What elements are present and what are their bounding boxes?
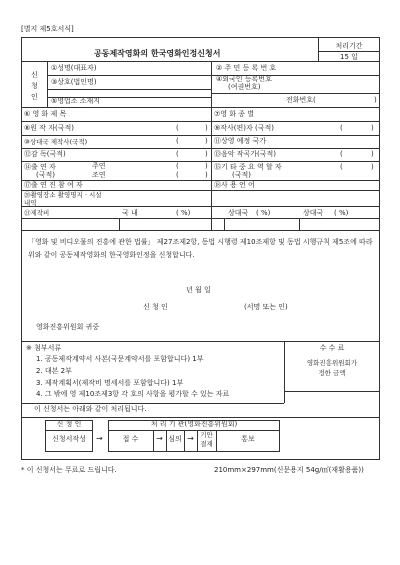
staff-paren-close: ) (371, 163, 374, 171)
genre-label: ⑦영 화 종 별 (214, 110, 254, 118)
process-arrow-1: → (96, 434, 103, 443)
music-label: ⑬음악 작곡가(국적) (214, 150, 277, 158)
lyricist-paren: ( (340, 124, 343, 132)
declaration-addressee: 영화진흥위원회 귀중 (36, 323, 100, 331)
process-arrow-3: → (187, 434, 194, 443)
company-label: ③상호(법인명) (51, 78, 97, 86)
applicant-side-2: 청 (31, 82, 38, 90)
crew-label: ⑰출 연 진 참 여 자 (24, 181, 83, 189)
process-step4-1: 기안 (200, 431, 213, 439)
language-label: ⑱사 용 언 어 (214, 181, 255, 189)
attachments-heading: ※ 첨부서류 (26, 344, 62, 352)
lead-paren-close: ) (205, 162, 208, 170)
author-label: ⑧원 작 자(국적) (24, 124, 74, 132)
process-step2: 접 수 (122, 435, 139, 443)
process-step5: 통보 (241, 435, 255, 443)
author-paren: ( (176, 124, 179, 132)
process-dept: 처 리 기 관(영화진흥위원회) (150, 420, 238, 428)
fee-value-2: 정한 금액 (318, 369, 346, 377)
support-label: 조연 (92, 171, 106, 179)
staff-paren: ( (340, 163, 343, 171)
cost-label: ㉑제작비 (24, 209, 50, 217)
rrn-label: ② 주 민 등 록 번 호 (216, 64, 277, 72)
name-label: ①성명(대표자) (51, 64, 97, 72)
cost-partner1-pct: ( %) (256, 209, 271, 217)
lead-label: 주연 (92, 162, 106, 170)
lyricist-paren-close: ) (371, 124, 374, 132)
attachment-item-2: 2. 대본 2부 (36, 367, 72, 375)
attachment-item-1: 1. 공동제작계약서 사본(국문계약서를 포함합니다) 1부 (36, 355, 204, 363)
declaration-applicant: 신 청 인 (143, 303, 168, 311)
director-paren: ( (176, 150, 179, 158)
runtime-label: ⑪상영 예정 국가 (214, 137, 267, 145)
process-arrow-2: → (156, 434, 163, 443)
footer-left: * 이 신청서는 무료로 드립니다. (21, 466, 117, 474)
author-paren-close: ) (205, 124, 208, 132)
cost-partner1: 상대국 (228, 209, 249, 217)
phone-close: ) (374, 96, 377, 104)
process-step3: 심의 (168, 435, 182, 443)
foreign-reg-label: ④외국인 등록번호 (216, 75, 272, 83)
cost-partner2: 상대국 (303, 209, 324, 217)
cost-partner2-pct: ( %) (334, 209, 349, 217)
declaration-date: 년 월 일 (186, 286, 211, 294)
cost-domestic: 국 내 (122, 209, 138, 217)
producer-paren: ( (176, 137, 179, 145)
applicant-side-3: 인 (31, 93, 38, 101)
footer-right: 210mm×297mm(신문용지 54g/㎡(재활용품)) (214, 466, 364, 474)
location-label-2: 내역 (24, 199, 37, 207)
support-paren-close: ) (205, 171, 208, 179)
lead-paren: ( (176, 162, 179, 170)
support-paren: ( (176, 171, 179, 179)
cast-label: ⑭출 연 자 (24, 163, 56, 171)
music-paren: ( (340, 150, 343, 158)
music-paren-close: ) (371, 150, 374, 158)
passport-label: (여권번호) (228, 83, 261, 91)
declaration-sign: (서명 또는 인) (244, 303, 288, 311)
form-number: [별지 제5호서식] (21, 25, 74, 33)
cast-sub: (국적) (36, 171, 55, 179)
fee-value-1: 영화진흥위원회가 (306, 359, 358, 367)
process-step4-2: 결재 (200, 440, 213, 448)
director-paren-close: ) (205, 150, 208, 158)
phone-label: 전화번호( (286, 96, 316, 104)
staff-sub: (국적) (232, 171, 251, 179)
office-label: ⑤영업소 소재지 (51, 97, 101, 105)
declaration-body: 「영화 및 비디오물의 진흥에 관한 법률」 제27조제2항, 동법 시행령 제10조제항 및 동법 시행규칙 제5조에 따라 위와 같이 공동제작영화의 한국영화인정을 신청합니다. (28, 238, 373, 259)
process-step1: 신청서작성 (52, 435, 86, 443)
processing-label: 처리기간 (335, 42, 363, 50)
staff-label: ⑮기 타 중 요 역 할 자 (214, 163, 282, 171)
location-label-1: ⑳촬영장소 촬영명지 · 시설 (24, 191, 102, 199)
producer-paren-close: ) (205, 137, 208, 145)
process-caption: 이 신청서는 아래와 같이 처리됩니다. (34, 405, 147, 413)
form-title: 공동제작영화의 한국영화인정신청서 (94, 49, 221, 58)
attachment-item-3: 3. 제작계획서(제작비 명세서를 포함합니다) 1부 (36, 379, 184, 387)
director-label: ⑫감 독(국적) (24, 150, 66, 158)
applicant-side-1: 신 (31, 71, 38, 79)
processing-value: 15 일 (340, 53, 358, 61)
fee-label: 수 수 료 (319, 344, 345, 352)
process-applicant: 신 청 인 (56, 420, 82, 428)
attachment-item-4: 4. 그 밖에 영 제10조제3항 각 호의 사항을 평가할 수 있는 자료 (36, 390, 230, 398)
cost-domestic-pct: ( %) (176, 209, 191, 217)
movie-title-label: ⑥ 영 화 제 목 (24, 110, 67, 118)
lyricist-label: ⑨작사(편)자 (국적) (214, 124, 274, 132)
producer-label: ⑩상대국 제작사(국적) (24, 138, 88, 146)
